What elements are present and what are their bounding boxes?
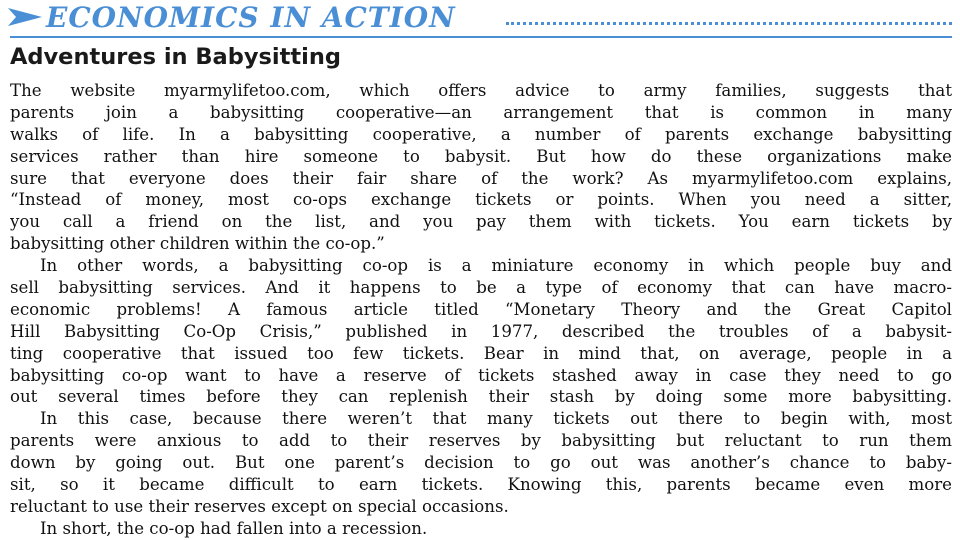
article-body [10, 80, 952, 540]
text-line: down by going out. But one parent’s decision to go out was another’s chance to baby- [10, 453, 952, 473]
text-line: The website myarmylifetoo.com, which offers advice to army families, suggests that [10, 81, 952, 100]
text-line: babysitting other children within the co-op.” [10, 234, 385, 254]
text-line: walks of life. In a babysitting cooperative, a number of parents exchange babysitting [10, 124, 952, 144]
text-line: Hill Babysitting Co-Op Crisis,” published in 1977, described the troubles of a babysit- [10, 321, 952, 341]
text-line: sure that everyone does their fair share of the work? As myarmylifetoo.com explains, [10, 168, 952, 188]
text-line: economic problems! A famous article titled “Monetary Theory and the Great Capitol [10, 299, 952, 319]
right-arrow-icon [8, 4, 42, 30]
text-line: sit, so it became difficult to earn tickets. Knowing this, parents became even more [10, 475, 952, 495]
text-line: In short, the co-op had fallen into a recession. [40, 518, 428, 538]
dotted-divider [506, 22, 952, 25]
text-line: reluctant to use their reserves except on special occasions. [10, 496, 509, 516]
banner-title: ECONOMICS IN ACTION [46, 0, 456, 34]
text-line: parents join a babysitting cooperative—an arrangement that is common in many [10, 102, 952, 122]
text-line: “Instead of money, most co-ops exchange tickets or points. When you need a sitter, [10, 190, 952, 210]
text-line: ting cooperative that issued too few tickets. Bear in mind that, on average, people in a [10, 343, 952, 363]
header-divider [10, 36, 952, 38]
text-line: sell babysitting services. And it happens to be a type of economy that can have macro- [10, 278, 952, 298]
text-line: you call a friend on the list, and you pay them with tickets. You earn tickets by [10, 212, 952, 232]
section-banner [8, 0, 456, 34]
text-line: parents were anxious to add to their reserves by babysitting but reluctant to run them [10, 431, 952, 451]
text-line: babysitting co-op want to have a reserve of tickets stashed away in case they need to go [10, 365, 952, 385]
text-line: In other words, a babysitting co-op is a miniature economy in which people buy and [40, 256, 952, 276]
text-line: services rather than hire someone to babysit. But how do these organizations make [10, 146, 952, 166]
article-heading: Adventures in Babysitting [10, 44, 341, 70]
text-line: out several times before they can replenish their stash by doing some more babysitting. [10, 387, 952, 407]
text-line: In this case, because there weren’t that many tickets out there to begin with, most [40, 409, 952, 429]
